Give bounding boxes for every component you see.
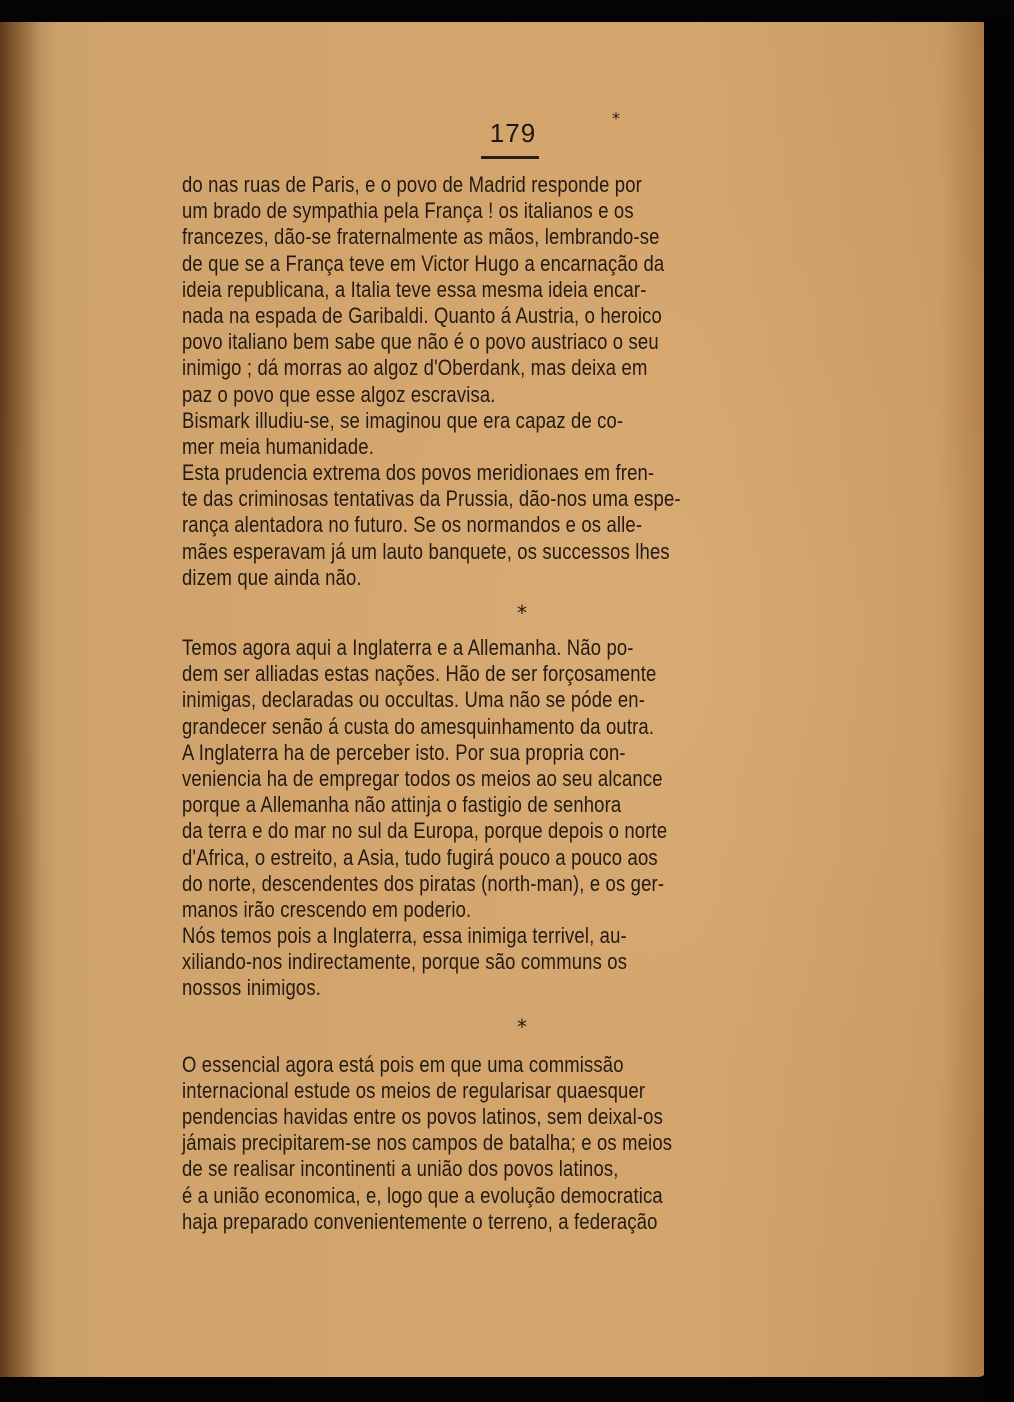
text-line: de que se a França teve em Victor Hugo a encarnação da — [182, 250, 665, 276]
paragraph — [182, 172, 822, 408]
text-line: inimigas, declaradas ou occultas. Uma não se póde en- — [182, 687, 646, 713]
text-line: nossos inimigos. — [182, 975, 322, 1001]
paragraph — [182, 923, 822, 1002]
paragraph — [182, 740, 822, 923]
section-separator: * — [517, 1014, 527, 1039]
text-line: da terra e do mar no sul da Europa, porque depois o norte — [182, 818, 668, 844]
text-line: inimigo ; dá morras ao algoz d'Oberdank, mas deixa em — [182, 355, 648, 381]
text-line: povo italiano bem sabe que não é o povo austriaco o seu — [182, 329, 659, 355]
text-line: pendencias havidas entre os povos latinos, sem deixal-os — [182, 1104, 663, 1129]
paragraph — [182, 1052, 822, 1235]
text-line: um brado de sympathia pela França ! os italianos e os — [182, 198, 634, 224]
text-line: mer meia humanidade. — [182, 433, 374, 459]
text-line: te das criminosas tentativas da Prussia, dão-nos uma espe- — [182, 486, 681, 512]
text-line: paz o povo que esse algoz escravisa. — [182, 381, 496, 407]
text-line: dizem que ainda não. — [182, 564, 362, 590]
text-line: Temos agora aqui a Inglaterra e a Allemanha. Não po- — [182, 635, 634, 660]
text-line: veniencia ha de empregar todos os meios ao seu alcance — [182, 765, 663, 791]
body-text — [182, 172, 822, 1235]
paragraph — [182, 635, 822, 740]
text-line: jámais precipitarem-se nos campos de batalha; e os meios — [182, 1130, 673, 1156]
text-line: do nas ruas de Paris, e o povo de Madrid responde por — [182, 172, 642, 197]
text-line: é a união economica, e, logo que a evolução democratica — [182, 1182, 663, 1208]
scan-edge — [984, 22, 1014, 1402]
text-line: rança alentadora no futuro. Se os normandos e os alle- — [182, 512, 643, 538]
text-line: Esta prudencia extrema dos povos meridionaes em fren- — [182, 460, 655, 486]
text-line: nada na espada de Garibaldi. Quanto á Austria, o heroico — [182, 302, 662, 328]
text-line: xiliando-nos indirectamente, porque são communs os — [182, 949, 628, 975]
printer-mark: ⁎ — [612, 104, 620, 123]
text-line: ideia republicana, a Italia teve essa mesma ideia encar- — [182, 276, 647, 302]
text-line: francezes, dão-se fraternalmente as mãos, lembrando-se — [182, 224, 660, 250]
text-line: d'Africa, o estreito, a Asia, tudo fugirá pouco a pouco aos — [182, 844, 658, 870]
text-line: do norte, descendentes dos piratas (north-man), e os ger- — [182, 870, 665, 896]
paragraph — [182, 460, 822, 591]
text-line: grandecer senão á custa do amesquinhamento da outra. — [182, 713, 655, 739]
paragraph — [182, 408, 822, 460]
text-line: mães esperavam já um lauto banquete, os successos lhes — [182, 538, 670, 564]
text-line: A Inglaterra ha de perceber isto. Por sua propria con- — [182, 739, 626, 765]
text-line: O essencial agora está pois em que uma commissão — [182, 1051, 624, 1077]
binding-gutter — [0, 22, 58, 1377]
text-line: dem ser alliadas estas nações. Hão de ser forçosamente — [182, 661, 657, 687]
text-line: internacional estude os meios de regularisar quaesquer — [182, 1077, 646, 1103]
text-line: manos irão crescendo em poderio. — [182, 896, 472, 922]
text-line: Bismark illudiu-se, se imaginou que era capaz de co- — [182, 407, 624, 433]
text-line: porque a Allemanha não attinja o fastigio de senhora — [182, 792, 622, 818]
section-separator: * — [517, 601, 527, 625]
text-line: Nós temos pois a Inglaterra, essa inimiga terrivel, au- — [182, 923, 627, 949]
page-number: 179 — [489, 118, 537, 148]
header-rule — [481, 156, 539, 159]
text-line: de se realisar incontinenti a união dos povos latinos, — [182, 1156, 619, 1182]
text-line: haja preparado convenientemente o terreno, a federação — [182, 1208, 658, 1234]
